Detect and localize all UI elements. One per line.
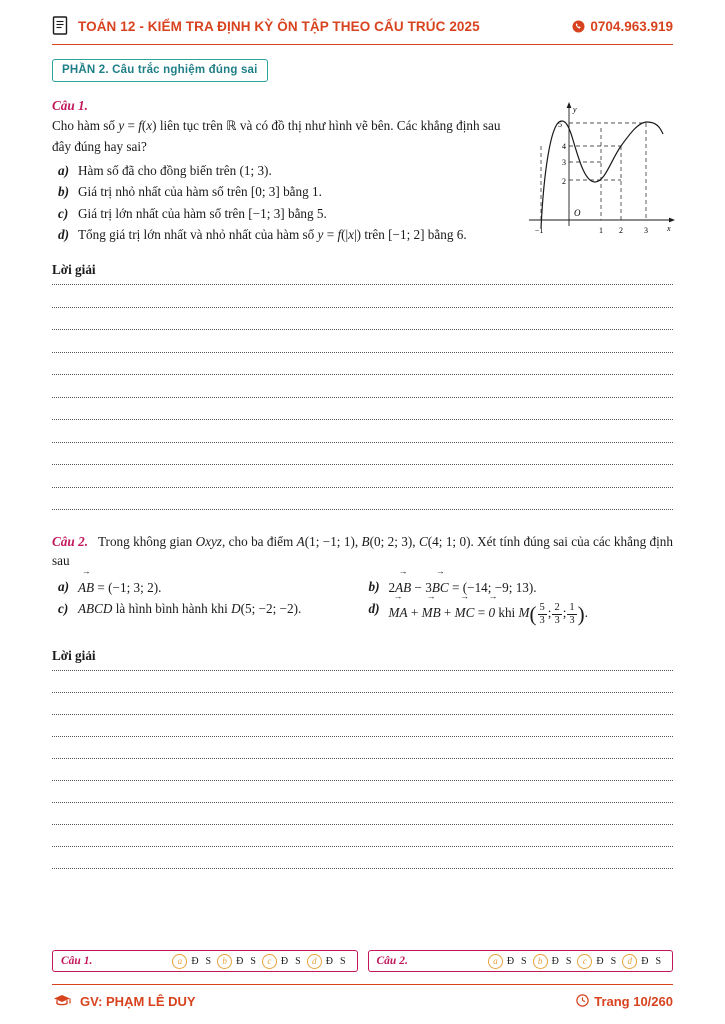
graduation-cap-icon — [52, 993, 72, 1010]
choice-a-mark: a) — [58, 579, 69, 595]
question-1-choices — [52, 160, 522, 245]
bubble-b-true[interactable]: Đ — [551, 955, 559, 967]
answer-line[interactable] — [52, 714, 673, 715]
choice-b-mark: b) — [368, 579, 380, 595]
answer-line[interactable] — [52, 329, 673, 330]
answer-line[interactable] — [52, 846, 673, 847]
svg-text:−1: −1 — [534, 226, 544, 235]
question-2-solution-label: Lời giải — [52, 647, 96, 663]
bubble-b-true[interactable]: Đ — [236, 955, 244, 967]
answer-line[interactable] — [52, 868, 673, 869]
svg-text:O: O — [574, 208, 581, 218]
choice-a-mark: a) — [58, 163, 69, 179]
answer-line[interactable] — [52, 780, 673, 781]
question-2-choices — [52, 573, 673, 632]
choice-c-mark: c) — [58, 205, 69, 221]
choice-b: b) Giá trị nhỏ nhất của hàm số trên [0; 3] bằng 1. — [52, 181, 522, 202]
answer-line[interactable] — [52, 374, 673, 375]
answer-boxes — [52, 950, 673, 972]
svg-text:y: y — [573, 105, 577, 114]
question-2-stem: Trong không gian Oxyz, cho ba điểm A(1; −1; 1), B(0; 2; 3), C(4; 1; 0). Xét tính đúng sai của các khẳng định sau — [52, 533, 673, 569]
bubble-c[interactable]: c — [262, 954, 277, 969]
clock-icon — [576, 994, 589, 1010]
bubble-d-false[interactable]: S — [339, 955, 346, 967]
svg-text:3: 3 — [562, 158, 566, 167]
page-number-text: Trang 10/260 — [594, 994, 673, 1009]
bubble-a-true[interactable]: Đ — [506, 955, 515, 967]
answer-line[interactable] — [52, 509, 673, 510]
svg-text:3: 3 — [644, 226, 648, 235]
answer-line[interactable] — [52, 736, 673, 737]
answer-line[interactable] — [52, 692, 673, 693]
phone-icon — [572, 20, 585, 33]
contact-phone — [572, 19, 673, 34]
choice-a: a) AB → = (−1; 3; 2). — [52, 576, 363, 598]
choice-b-mark: b) — [58, 184, 69, 200]
question-2 — [52, 532, 673, 632]
bubble-d[interactable]: d — [307, 954, 322, 969]
section-badge: PHẦN 2. Câu trắc nghiệm đúng sai — [52, 59, 268, 82]
choice-d-mark: d) — [368, 601, 380, 617]
question-2-label: Câu 2. — [52, 533, 89, 549]
answer-line[interactable] — [52, 352, 673, 353]
page-footer — [52, 984, 673, 1010]
answer-line[interactable] — [52, 307, 673, 308]
svg-text:2: 2 — [562, 177, 566, 186]
choice-c-mark: c) — [58, 601, 69, 617]
answer-box-label: Câu 2. — [376, 955, 408, 967]
bubble-c-false[interactable]: S — [610, 955, 617, 967]
answer-box-question-1[interactable] — [52, 950, 358, 972]
bubble-c-true[interactable]: Đ — [596, 955, 604, 967]
answer-box-question-2[interactable] — [368, 950, 674, 972]
bubble-d-true[interactable]: Đ — [641, 955, 649, 967]
bubble-a-false[interactable]: S — [521, 955, 527, 967]
question-1 — [52, 96, 673, 246]
answer-line[interactable] — [52, 464, 673, 465]
bubble-a-false[interactable]: S — [205, 955, 212, 967]
svg-text:x: x — [667, 224, 671, 233]
bubble-b-false[interactable]: S — [565, 955, 572, 967]
answer-line[interactable] — [52, 824, 673, 825]
answer-line[interactable] — [52, 487, 673, 488]
choice-b: b) 2AB → − 3BC → = (−14; −9; 13). — [363, 576, 674, 598]
bubble-a[interactable]: a — [172, 954, 187, 969]
svg-text:5: 5 — [558, 120, 562, 129]
answer-line[interactable] — [52, 442, 673, 443]
choice-d-mark: d) — [58, 226, 69, 242]
choice-d: d) MA → + MB → + MC → = 0 → khi M( $\frac{5}{3}$ ; $\frac{2}{3}$ ; $\frac{1}{3}$ ). — [363, 598, 674, 632]
bubble-c-true[interactable]: Đ — [280, 955, 289, 967]
answer-box-label: Câu 1. — [61, 955, 93, 967]
choice-c: c) Giá trị lớn nhất của hàm số trên [−1; 3] bằng 5. — [52, 203, 522, 224]
page-number — [576, 994, 673, 1010]
svg-text:1: 1 — [599, 226, 603, 235]
question-1-stem: Cho hàm số y = f(x) liên tục trên ℝ và có đồ thị như hình vẽ bên. Các khẳng định sau đây đúng hay sai? — [52, 118, 501, 154]
page-header — [52, 0, 673, 45]
page-title: TOÁN 12 - KIỂM TRA ĐỊNH KỲ ÔN TẬP THEO CẤU TRÚC 2025 — [78, 18, 480, 34]
bubble-b[interactable]: b — [217, 954, 232, 969]
answer-bubbles — [488, 954, 664, 969]
answer-bubbles — [172, 954, 348, 969]
bubble-a-true[interactable]: Đ — [191, 955, 199, 967]
document-icon — [52, 16, 70, 36]
answer-line[interactable] — [52, 397, 673, 398]
answer-line[interactable] — [52, 419, 673, 420]
question-1-label: Câu 1. — [52, 98, 88, 113]
function-graph — [511, 98, 679, 248]
bubble-b[interactable]: b — [533, 954, 548, 969]
svg-text:4: 4 — [562, 142, 566, 151]
bubble-b-false[interactable]: S — [250, 955, 256, 967]
bubble-d-false[interactable]: S — [655, 955, 661, 967]
choice-c: c) ABCD là hình bình hành khi D(5; −2; −2). — [52, 598, 363, 619]
bubble-d[interactable]: d — [622, 954, 637, 969]
bubble-d-true[interactable]: Đ — [325, 955, 333, 967]
bubble-a[interactable]: a — [488, 954, 503, 969]
answer-line[interactable] — [52, 802, 673, 803]
phone-number: 0704.963.919 — [590, 18, 673, 34]
question-1-solution-label: Lời giải — [52, 262, 96, 277]
answer-line[interactable] — [52, 670, 673, 671]
answer-line[interactable] — [52, 758, 673, 759]
svg-text:2: 2 — [619, 226, 623, 235]
answer-line[interactable] — [52, 284, 673, 285]
choice-d: d) Tổng giá trị lớn nhất và nhỏ nhất của hàm số y = f(|x|) trên [−1; 2] bằng 6. — [52, 224, 522, 245]
choice-a: a) Hàm số đã cho đồng biến trên (1; 3). — [52, 160, 522, 181]
bubble-c[interactable]: c — [577, 954, 592, 969]
bubble-c-false[interactable]: S — [295, 955, 301, 967]
teacher-name: GV: PHẠM LÊ DUY — [80, 994, 196, 1009]
